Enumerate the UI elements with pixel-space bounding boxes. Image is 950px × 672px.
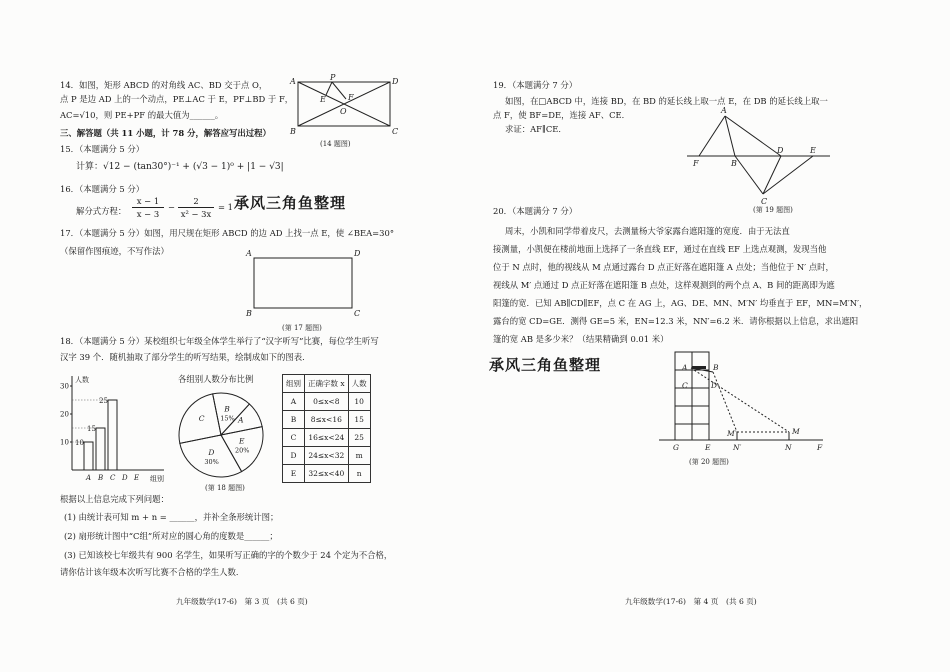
q20-line-3: 位于 N 点时，他的视线从 M 点通过露台 D 点正好落在遮阳篷 A 点处；当他位于 N′ 点时， [493, 262, 834, 272]
q18-pie-chart [176, 390, 266, 480]
table-cell: 15 [348, 411, 370, 429]
q19-label-b: B [731, 159, 737, 168]
section3-heading: 三、解答题（共 11 小题，计 78 分，解答应写出过程） [60, 128, 271, 138]
bar-C [108, 400, 117, 470]
q17-caption: (第 17 题图) [282, 324, 322, 332]
q20-building-figure [655, 348, 835, 468]
bar-y-tick-label: 10 [60, 438, 69, 447]
q18-sub1: (1) 由统计表可知 m + n = ______，并补全条形统计图； [64, 512, 279, 522]
table-cell: 0≤x<8 [305, 393, 349, 411]
bar-category-E: E [134, 474, 140, 482]
table-cell: 8≤x<16 [305, 411, 349, 429]
q17-line1: 17．（本题满分 5 分）如图，用尺规在矩形 ABCD 的边 AD 上找一点 E，使 ∠BEA=30° [60, 228, 395, 238]
watermark-left: 承风三角鱼整理 [234, 194, 347, 212]
q16-num1: x − 1 [136, 196, 160, 206]
q19-label-a: A [721, 106, 727, 115]
q14-label-p: P [330, 73, 336, 82]
watermark-right: 承风三角鱼整理 [489, 356, 602, 374]
q19-line3: 求证：AF∥CE． [505, 124, 567, 134]
q20-line-4: 视线从 M′ 点通过 D 点正好落在遮阳篷 B 点处，这样观测到的两个点 A、B 间的距离即为遮 [493, 280, 835, 290]
q19-head: 19．（本题满分 7 分） [493, 80, 578, 90]
q18-sub3: (3) 已知该校七年级共有 900 名学生，如果听写正确的字的个数少于 24 个定为不合格， [64, 550, 393, 560]
q19-line2: 点 F，使 BF=DE，连接 AF、CE． [493, 110, 630, 120]
bar-data-label-A: 10 [75, 439, 84, 447]
table-cell: 16≤x<24 [305, 429, 349, 447]
table-cell: 32≤x<40 [305, 465, 349, 483]
bar-data-label-C: 25 [99, 397, 108, 405]
table-cell: n [348, 465, 370, 483]
q17-label-b: B [246, 309, 252, 318]
q18-bar-chart [58, 366, 188, 484]
q14-line1: 14．如图，矩形 ABCD 的对角线 AC、BD 交于点 O， [60, 80, 268, 90]
pie-label-C: C [198, 414, 205, 424]
q20-label-e: E [705, 443, 711, 452]
table-row [283, 429, 371, 447]
q16-den2: x² − 3x [180, 209, 212, 219]
q18-line1: 18．（本题满分 5 分）某校组织七年级全体学生举行了“汉字听写”比赛，每位学生听写 [60, 336, 379, 346]
bar-x-label: 组别 [150, 475, 164, 483]
q19-label-d: D [777, 146, 784, 155]
q19-parallelogram-figure [685, 108, 835, 216]
pie-percent-B: 15% [220, 414, 235, 423]
table-row [283, 447, 371, 465]
bar-y-tick-label: 20 [60, 410, 69, 419]
table-cell: 25 [348, 429, 370, 447]
q20-label-m-prime: M′ [727, 429, 737, 438]
q18-sub3b: 请你估计该年级本次听写比赛不合格的学生人数． [60, 567, 245, 577]
q19-label-f: F [693, 159, 699, 168]
pie-label-B: B [224, 404, 230, 414]
q17-label-d: D [354, 249, 361, 258]
q20-head: 20．（本题满分 7 分） [493, 206, 578, 216]
q18-caption: (第 18 题图) [205, 484, 245, 492]
q17-label-c: C [354, 309, 361, 318]
q14-label-o: O [340, 107, 347, 116]
bar-category-B: B [98, 474, 104, 482]
q20-line-7: 篷的宽 AB 是多少米？（结果精确到 0.01 米） [493, 334, 669, 344]
bar-y-tick-label: 30 [60, 382, 69, 391]
q18-line2: 汉字 39 个．随机抽取了部分学生的听写结果，绘制成如下的图表． [60, 352, 311, 362]
q14-label-d: D [392, 77, 399, 86]
table-row [283, 465, 371, 483]
q16-minus: − [168, 202, 176, 212]
q20-label-c: C [682, 381, 688, 390]
bar-data-label-B: 15 [87, 425, 96, 433]
pie-label-A: A [238, 415, 244, 425]
q20-awning-mark [692, 366, 706, 369]
q20-line-2: 接测量，小凯便在楼前地面上选择了一条直线 EF，通过在直线 EF 上选点观测，发现当他 [493, 244, 827, 254]
table-cell: 10 [348, 393, 370, 411]
table-header: 正确字数 x [305, 375, 349, 393]
q20-line-1: 周末，小凯和同学带着皮尺，去测量杨大爷家露台遮阳篷的宽度．由于无法直 [505, 226, 790, 236]
footer-page-3: 九年级数学(17-6) 第 3 页 (共 6 页) [176, 597, 308, 606]
q14-label-c: C [392, 127, 399, 136]
q19-line1: 如图，在□ABCD 中，连接 BD，在 BD 的延长线上取一点 E，在 DB 的延长线上取一 [505, 96, 828, 106]
q17-rectangle-figure [244, 248, 364, 330]
q18-pie-title: 各组别人数分布比例 [178, 374, 254, 384]
bar-category-A: A [86, 474, 92, 482]
q15-body: 计算：√12 − (tan30°)⁻¹ + (√3 − 1)⁰ + |1 − √3| [76, 162, 284, 172]
bar-y-label: 人数 [75, 376, 89, 384]
q20-label-f: F [817, 443, 823, 452]
bar-A [84, 442, 93, 470]
exam-page-4 [475, 0, 950, 672]
table-row [283, 393, 371, 411]
q20-label-n: N [785, 443, 792, 452]
q18-group-table [282, 374, 371, 483]
table-cell: 24≤x<32 [305, 447, 349, 465]
q16-head: 16．（本题满分 5 分） [60, 184, 145, 194]
table-header: 人数 [348, 375, 370, 393]
q16-den1: x − 3 [136, 209, 160, 219]
q17-label-a: A [246, 249, 252, 258]
table-cell: C [283, 429, 305, 447]
bar-B [96, 428, 105, 470]
footer-page-4: 九年级数学(17-6) 第 4 页 (共 6 页) [625, 597, 757, 606]
q20-label-g: G [673, 443, 679, 452]
table-row [283, 411, 371, 429]
q20-line-6: 露台的宽 CD=GE．测得 GE=5 米，EN=12.3 米，NN′=6.2 米．请你根据以上信息，求出遮阳 [493, 316, 859, 326]
table-cell: D [283, 447, 305, 465]
q15-head: 15．（本题满分 5 分） [60, 144, 145, 154]
q20-label-a: A [682, 363, 688, 372]
pie-percent-D: 30% [204, 458, 219, 467]
q14-rectangle-figure [290, 73, 400, 153]
pie-label-D: D [208, 448, 215, 458]
q14-label-b: B [290, 127, 296, 136]
q14-line3: AC=√10，则 PE+PF 的最大值为______。 [60, 110, 224, 120]
q14-label-a: A [290, 77, 296, 86]
q18-intro: 根据以上信息完成下列问题： [60, 494, 169, 504]
q20-label-b: B [713, 363, 719, 372]
pie-label-E: E [239, 436, 245, 446]
q20-label-d: D [711, 381, 718, 390]
q14-label-f: F [348, 93, 354, 102]
table-header: 组别 [283, 375, 305, 393]
table-cell: E [283, 465, 305, 483]
q14-line2: 点 P 是边 AD 上的一个动点，PE⊥AC 于 E，PF⊥BD 于 F， [60, 94, 294, 104]
pie-percent-E: 20% [235, 446, 250, 455]
bar-category-D: D [122, 474, 128, 482]
q20-line-5: 阳篷的宽．已知 AB∥CD∥EF，点 C 在 AG 上，AG、DE、MN、M′N′ 均垂直于 EF，MN=M′N′， [493, 298, 868, 308]
table-cell: B [283, 411, 305, 429]
q20-label-m: M [792, 427, 800, 436]
q19-label-e: E [810, 146, 816, 155]
q19-label-c: C [761, 197, 768, 206]
q14-label-e: E [320, 95, 326, 104]
q16-num2: 2 [193, 196, 199, 206]
table-cell: A [283, 393, 305, 411]
q20-label-n-prime: N′ [733, 443, 742, 452]
q14-caption: (14 题图) [320, 140, 351, 148]
q16-prefix: 解分式方程： [76, 206, 127, 216]
q16-rhs: = 1 [218, 202, 234, 212]
table-cell: m [348, 447, 370, 465]
q17-line2: （保留作图痕迹，不写作法） [60, 246, 169, 256]
q19-caption: (第 19 题图) [753, 206, 793, 214]
q20-caption: (第 20 题图) [689, 458, 729, 466]
q18-sub2: (2) 扇形统计图中“C组”所对应的圆心角的度数是______； [64, 531, 278, 541]
bar-category-C: C [110, 474, 116, 482]
